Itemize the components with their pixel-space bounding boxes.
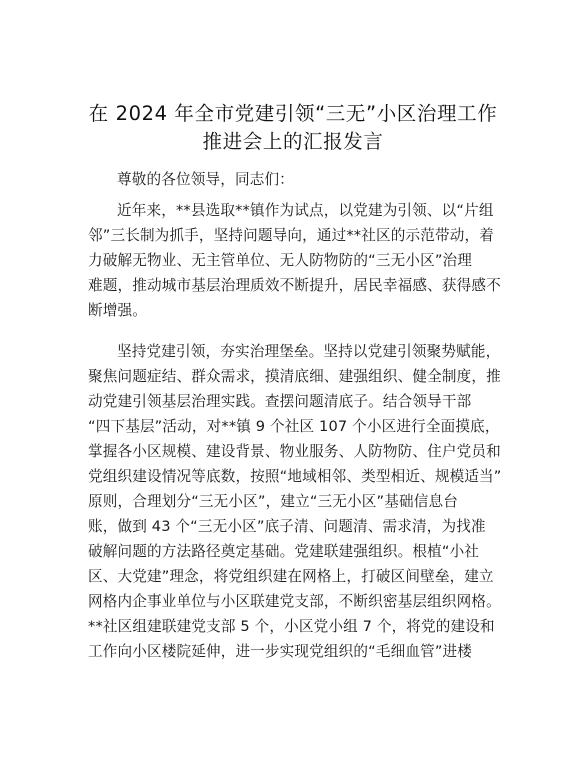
paragraph-line: 掌握各小区规模、建设背景、物业服务、人防物防、住户党员和 [88,443,501,460]
salutation: 尊敬的各位领导，同志们： [117,171,294,188]
document-title-line-2: 推进会上的汇报发言 [202,130,384,153]
paragraph-line: 原则，合理划分“三无小区”，建立“三无小区”基础信息台 [88,493,458,510]
paragraph-line: 动党建引领基层治理实践。查摆问题清底子。结合领导干部 [88,393,472,410]
paragraph-line: 区、大党建”理念，将党组织建在网格上，打破区间壁垒，建立 [88,568,494,585]
document-title-line-1: 在 2024 年全市党建引领“三无”小区治理工作 [88,102,498,125]
paragraph-line: “四下基层”活动，对**镇 9 个社区 107 个小区进行全面摸底， [88,418,500,435]
paragraph-line: 网格内企事业单位与小区联建党支部，不断织密基层组织网格。 [88,593,501,610]
paragraph-line: 工作向小区楼院延伸，进一步实现党组织的“毛细血管”进楼 [88,643,473,660]
paragraph-line: 聚焦问题症结、群众需求，摸清底细、建强组织、健全制度，推 [88,368,501,385]
paragraph-line: 断增强。 [88,302,147,319]
paragraph-line: **社区组建联建党支部 5 个，小区党小组 7 个，将党的建设和 [88,618,495,635]
paragraph-line: 力破解无物业、无主管单位、无人防物防的“三无小区”治理 [88,252,473,269]
paragraph-line: 坚持党建引领，夯实治理堡垒。坚持以党建引领聚势赋能， [117,343,501,360]
paragraph-line: 难题，推动城市基层治理质效不断提升，居民幸福感、获得感不 [88,277,501,294]
paragraph-line: 破解问题的方法路径奠定基础。党建联建强组织。根植“小社 [88,543,480,560]
paragraph-line: 账，做到 43 个“三无小区”底子清、问题清、需求清，为找准 [88,518,486,535]
paragraph-line: 党组织建设情况等底数，按照“地域相邻、类型相近、规模适当” [88,468,502,485]
paragraph-line: 近年来，**县选取**镇作为试点，以党建为引领、以“片组 [117,202,494,219]
paragraph-line: 邻”三长制为抓手，坚持问题导向，通过**社区的示范带动，着 [88,227,494,244]
